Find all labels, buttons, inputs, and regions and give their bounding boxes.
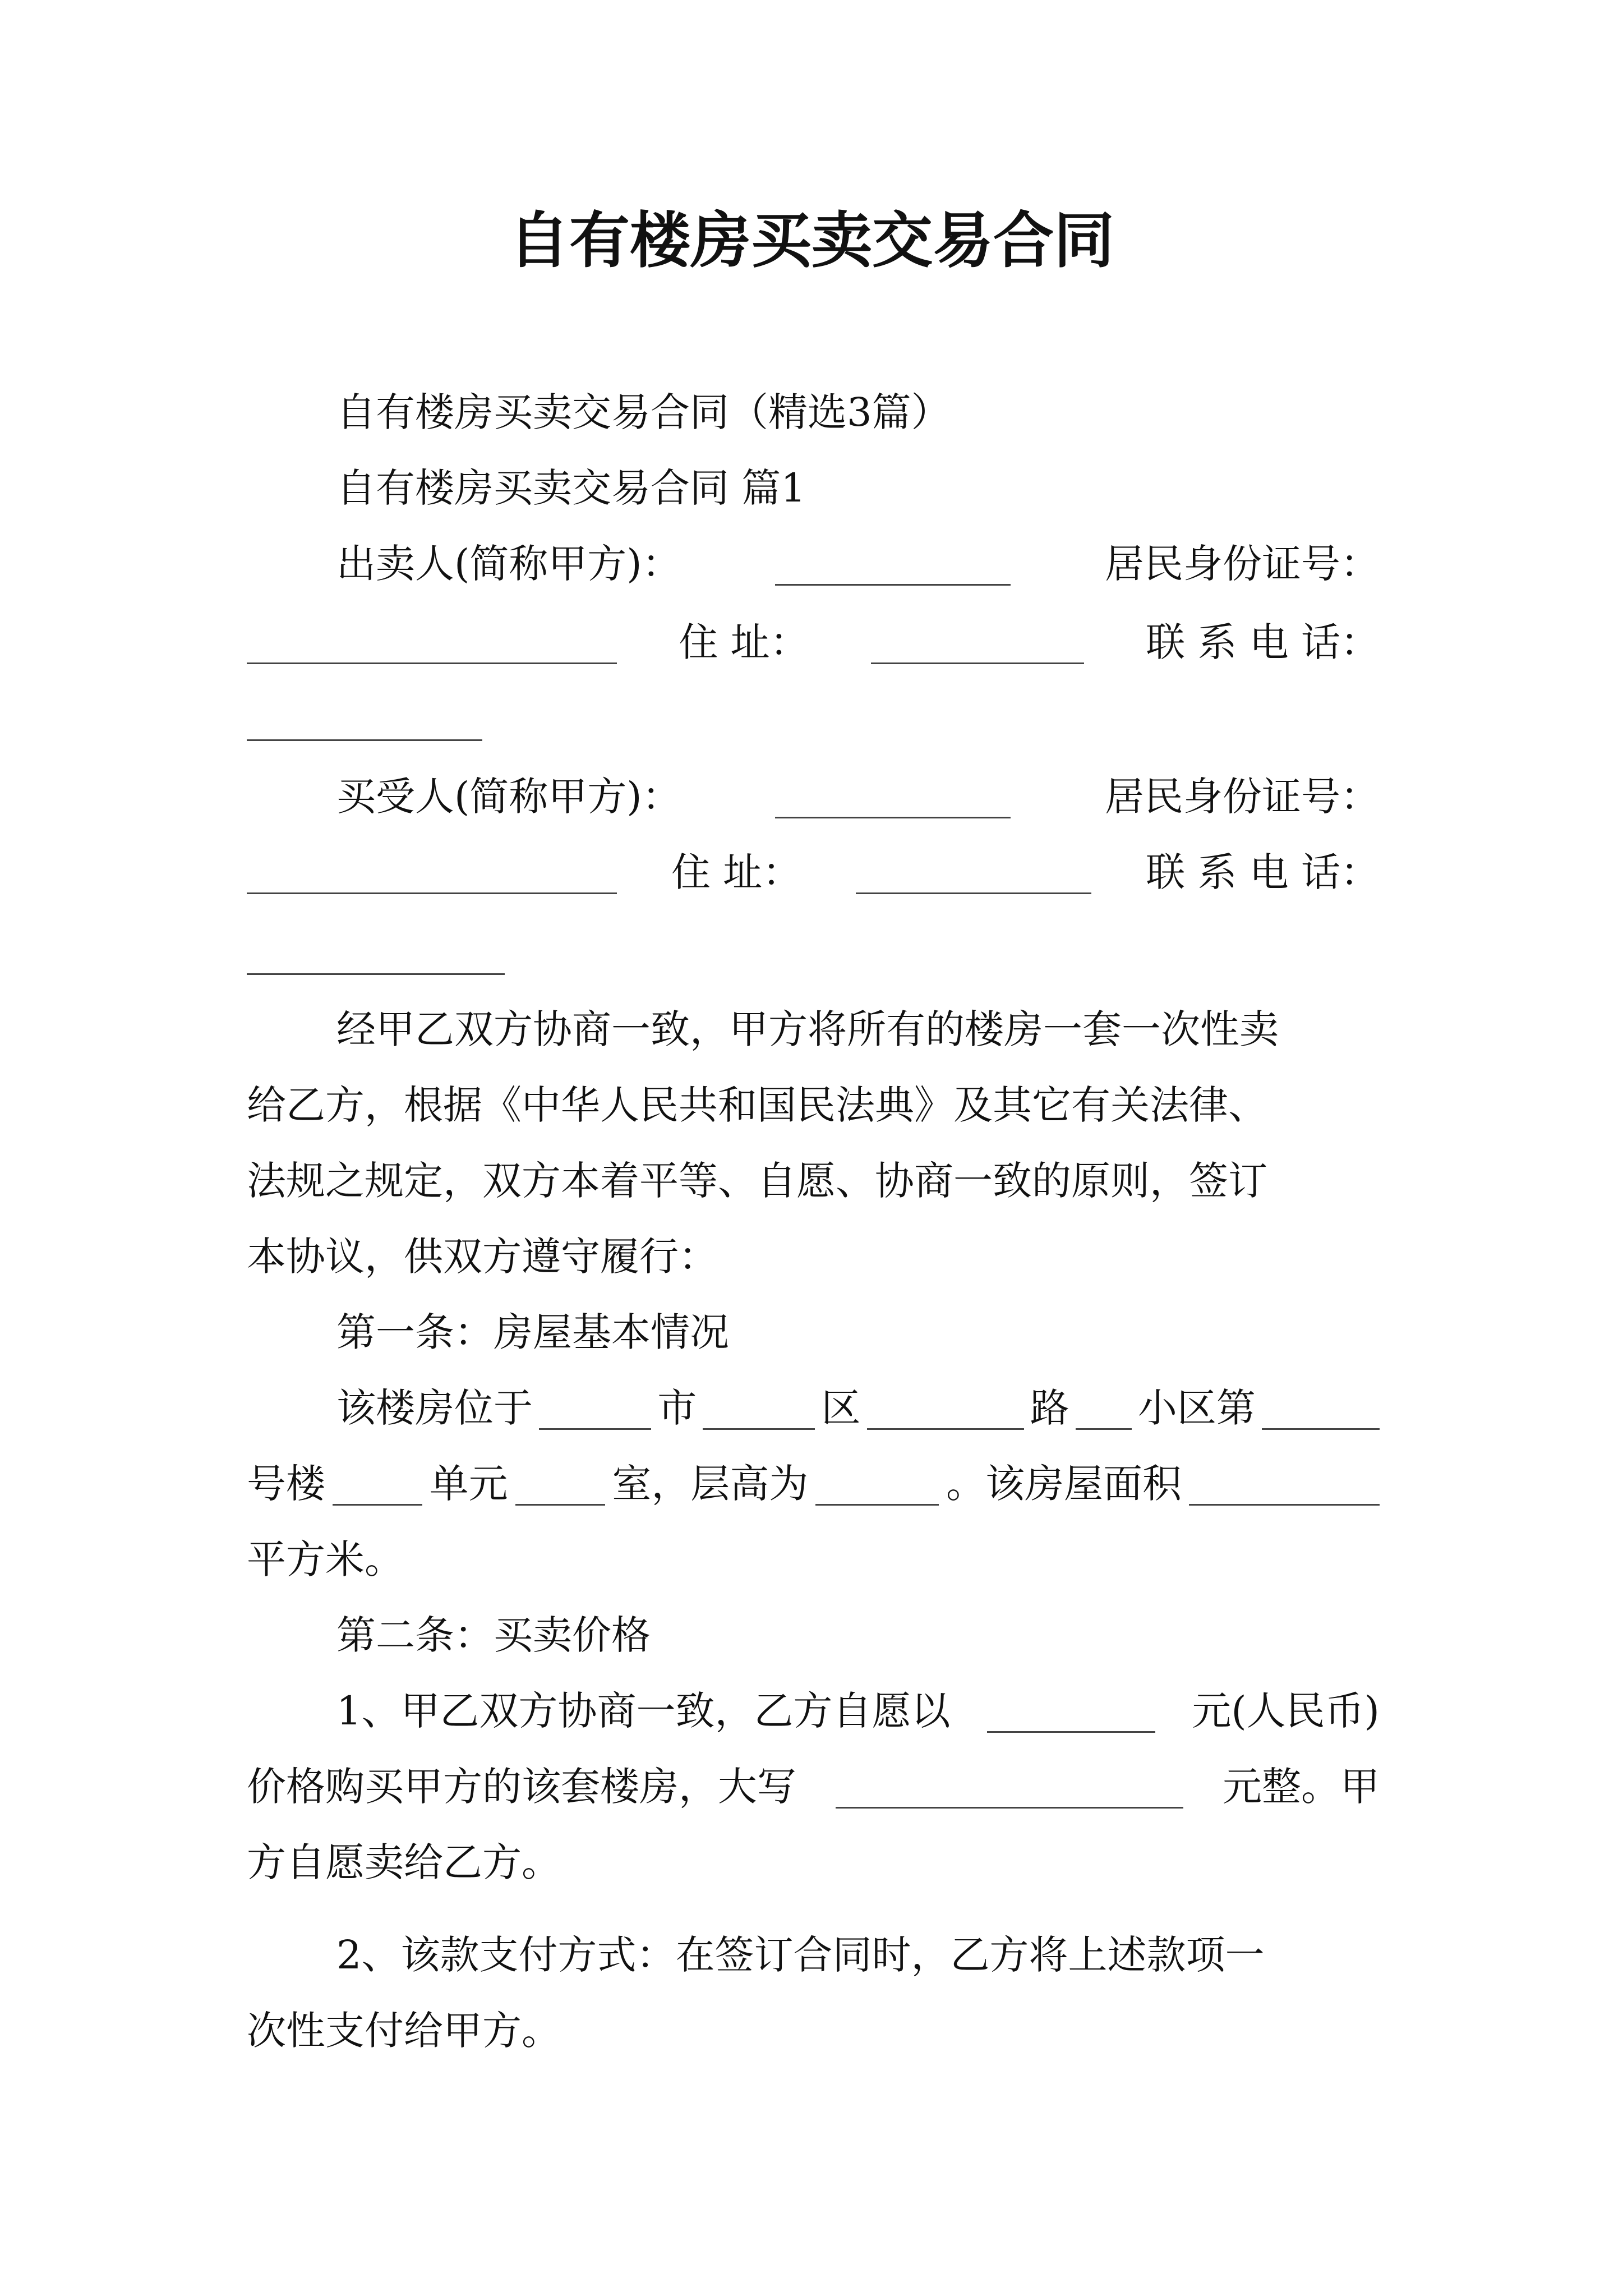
article1-line-2 <box>247 1453 1380 1515</box>
buyer-id-label: 居民身份证号： <box>1105 774 1380 820</box>
seller-id-label: 居民身份证号： <box>1105 541 1380 587</box>
capital-unit-label: 元整。甲 <box>1223 1764 1380 1810</box>
buyer-address-field[interactable] <box>856 850 1091 894</box>
seller-address-label: 住 址： <box>679 619 809 665</box>
capital-label: 价格购买甲方的该套楼房，大写 <box>247 1764 796 1810</box>
seller-address-field[interactable] <box>871 620 1084 664</box>
intro-line-4: 本协议，供双方遵守履行： <box>247 1234 718 1280</box>
location-label: 该楼房位于 <box>336 1385 533 1431</box>
price-unit-label: 元(人民币) <box>1192 1688 1380 1734</box>
room-field[interactable] <box>515 1462 605 1506</box>
intro-line-1: 经甲乙双方协商一致，甲方将所有的楼房一套一次性卖 <box>336 1006 1279 1052</box>
price-label: 1、甲乙双方协商一致，乙方自愿以 <box>336 1688 951 1734</box>
buyer-address-label: 住 址： <box>671 849 802 895</box>
intro-line-2: 给乙方，根据《中华人民共和国民法典》及其它有关法律、 <box>247 1082 1267 1128</box>
seller-id-field[interactable] <box>247 620 617 664</box>
road-field[interactable] <box>867 1386 1024 1430</box>
capital-amount-field[interactable] <box>836 1765 1183 1809</box>
road-label: 路 <box>1030 1385 1069 1431</box>
price-field[interactable] <box>987 1689 1155 1733</box>
seller-line-2 <box>247 611 1380 673</box>
floor-height-field[interactable] <box>815 1462 939 1506</box>
article1-line-3: 平方米。 <box>247 1536 404 1582</box>
article1-line-1 <box>247 1377 1380 1439</box>
article2-line-3: 方自愿卖给乙方。 <box>247 1839 561 1885</box>
intro-line-3: 法规之规定，双方本着平等、自愿、协商一致的原则，签订 <box>247 1158 1267 1204</box>
page-title: 自有楼房买卖交易合同 <box>508 206 1114 276</box>
article1-heading: 第一条：房屋基本情况 <box>336 1309 729 1355</box>
article2-line-1 <box>247 1680 1380 1742</box>
buyer-label: 买受人(简称甲方)： <box>336 774 681 820</box>
section-heading: 自有楼房买卖交易合同 篇1 <box>336 465 806 511</box>
seller-label: 出卖人(简称甲方)： <box>336 541 681 587</box>
seller-phone-label: 联 系 电 话： <box>1146 619 1380 665</box>
building-no-field[interactable] <box>1262 1386 1380 1430</box>
city-field[interactable] <box>539 1386 651 1430</box>
seller-name-field[interactable] <box>775 542 1011 586</box>
community-field[interactable] <box>1076 1386 1132 1430</box>
area-field[interactable] <box>1189 1462 1380 1506</box>
community-label: 小区第 <box>1137 1385 1256 1431</box>
article2-heading: 第二条：买卖价格 <box>336 1612 651 1658</box>
buyer-line-2 <box>247 841 1380 903</box>
buyer-phone-field[interactable] <box>247 973 505 975</box>
buyer-phone-label: 联 系 电 话： <box>1146 849 1380 895</box>
seller-phone-field[interactable] <box>247 739 482 741</box>
district-field[interactable] <box>703 1386 815 1430</box>
building-label: 号楼 <box>247 1461 325 1507</box>
unit-field[interactable] <box>333 1462 422 1506</box>
article2-line-5: 次性支付给甲方。 <box>247 2008 561 2054</box>
district-label: 区 <box>821 1385 861 1431</box>
room-label: 室，层高为 <box>612 1461 809 1507</box>
unit-label: 单元 <box>429 1461 508 1507</box>
buyer-line-1 <box>247 766 1380 827</box>
buyer-id-field[interactable] <box>247 850 617 894</box>
article2-line-2 <box>247 1756 1380 1818</box>
city-label: 市 <box>657 1385 697 1431</box>
subtitle: 自有楼房买卖交易合同（精选3篇） <box>336 389 951 435</box>
buyer-name-field[interactable] <box>775 775 1011 818</box>
area-label: 。该房屋面积 <box>946 1461 1182 1507</box>
seller-line-1 <box>247 533 1380 595</box>
article2-line-4: 2、该款支付方式：在签订合同时，乙方将上述款项一 <box>336 1932 1265 1978</box>
